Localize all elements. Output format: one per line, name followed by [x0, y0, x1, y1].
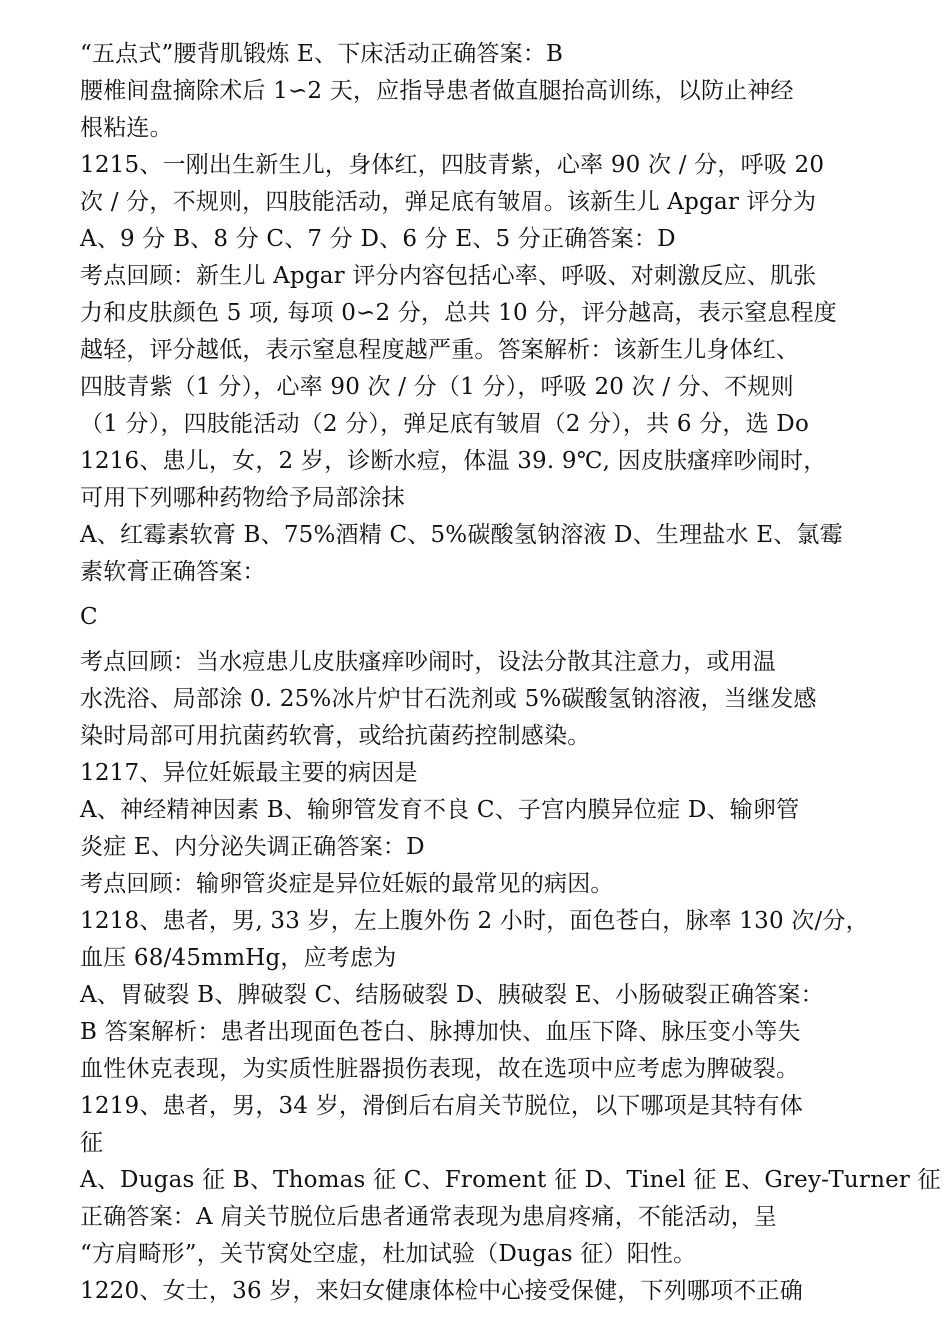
answer-options: A、红霉素软膏 B、75%酒精 C、5%碳酸氢钠溶液 D、生理盐水 E、氯霉	[80, 522, 843, 548]
text-line: 水洗浴、局部涂 0. 25%冰片炉甘石洗剂或 5%碳酸氢钠溶液，当继发感	[80, 686, 817, 712]
text-line: 正确答案：A 肩关节脱位后患者通常表现为患肩疼痛，不能活动，呈	[80, 1204, 778, 1230]
question-1218: 1218、患者，男, 33 岁，左上腹外伤 2 小时，面色苍白，脉率 130 次/分，	[80, 908, 869, 934]
text-line: “方肩畸形”，关节窝处空虚，杜加试验（Dugas 征）阳性。	[80, 1241, 697, 1267]
text-line: 考点回顾：当水痘患儿皮肤瘙痒吵闹时，设法分散其注意力，或用温	[80, 649, 776, 675]
text-line: B 答案解析：患者出现面色苍白、脉搏加快、血压下降、脉压变小等失	[80, 1019, 801, 1045]
text-line: 力和皮肤颜色 5 项, 每项 0∽2 分，总共 10 分，评分越高，表示窒息程度	[80, 300, 837, 326]
text-line: 染时局部可用抗菌药软膏，或给抗菌药控制感染。	[80, 723, 591, 749]
text-line: 根粘连。	[80, 115, 173, 141]
answer-options: A、胃破裂 B、脾破裂 C、结肠破裂 D、胰破裂 E、小肠破裂正确答案：	[80, 982, 824, 1008]
text-line: 血压 68/45mmHg，应考虑为	[80, 945, 397, 971]
answer-options: A、神经精神因素 B、输卵管发育不良 C、子宫内膜异位症 D、输卵管	[80, 797, 800, 823]
answer-letter: C	[80, 604, 98, 630]
text-line: 腰椎间盘摘除术后 1∽2 天，应指导患者做直腿抬高训练，以防止神经	[80, 78, 794, 104]
question-1215: 1215、一刚出生新生儿，身体红，四肢青紫，心率 90 次 / 分，呼吸 20	[80, 152, 825, 178]
text-line: 次 / 分，不规则，四肢能活动，弹足底有皱眉。该新生儿 Apgar 评分为	[80, 189, 817, 215]
text-line: 血性休克表现，为实质性脏器损伤表现，故在选项中应考虑为脾破裂。	[80, 1056, 800, 1082]
text-line: 四肢青紫（1 分），心率 90 次 / 分（1 分），呼吸 20 次 / 分、不规则	[80, 374, 794, 400]
question-1219: 1219、患者，男，34 岁，滑倒后右肩关节脱位，以下哪项是其特有体	[80, 1093, 803, 1119]
question-1217: 1217、异位妊娠最主要的病因是	[80, 760, 418, 786]
answer-options: A、Dugas 征 B、Thomas 征 C、Froment 征 D、Tinel 征 E、Grey-Turner 征	[80, 1167, 941, 1193]
question-1220: 1220、女士，36 岁，来妇女健康体检中心接受保健，下列哪项不正确	[80, 1278, 803, 1304]
question-1216: 1216、患儿，女，2 岁，诊断水痘，体温 39. 9℃, 因皮肤瘙痒吵闹时，	[80, 448, 827, 474]
text-line: 可用下列哪种药物给予局部涂抹	[80, 485, 405, 511]
text-line: （1 分），四肢能活动（2 分），弹足底有皱眉（2 分），共 6 分，选 Do	[80, 411, 809, 437]
text-line: 炎症 E、内分泌失调正确答案：D	[80, 834, 425, 860]
document-page	[80, 36, 941, 1310]
text-line: 素软膏正确答案：	[80, 559, 266, 585]
text-line: 考点回顾：新生儿 Apgar 评分内容包括心率、呼吸、对刺激反应、肌张	[80, 263, 817, 289]
text-line: 考点回顾：输卵管炎症是异位妊娠的最常见的病因。	[80, 871, 614, 897]
text-line: 越轻，评分越低，表示窒息程度越严重。答案解析：该新生儿身体红、	[80, 337, 800, 363]
text-line: 征	[80, 1130, 104, 1156]
answer-options: A、9 分 B、8 分 C、7 分 D、6 分 E、5 分正确答案：D	[80, 226, 676, 252]
text-line: “五点式”腰背肌锻炼 E、下床活动正确答案：B	[80, 41, 564, 67]
